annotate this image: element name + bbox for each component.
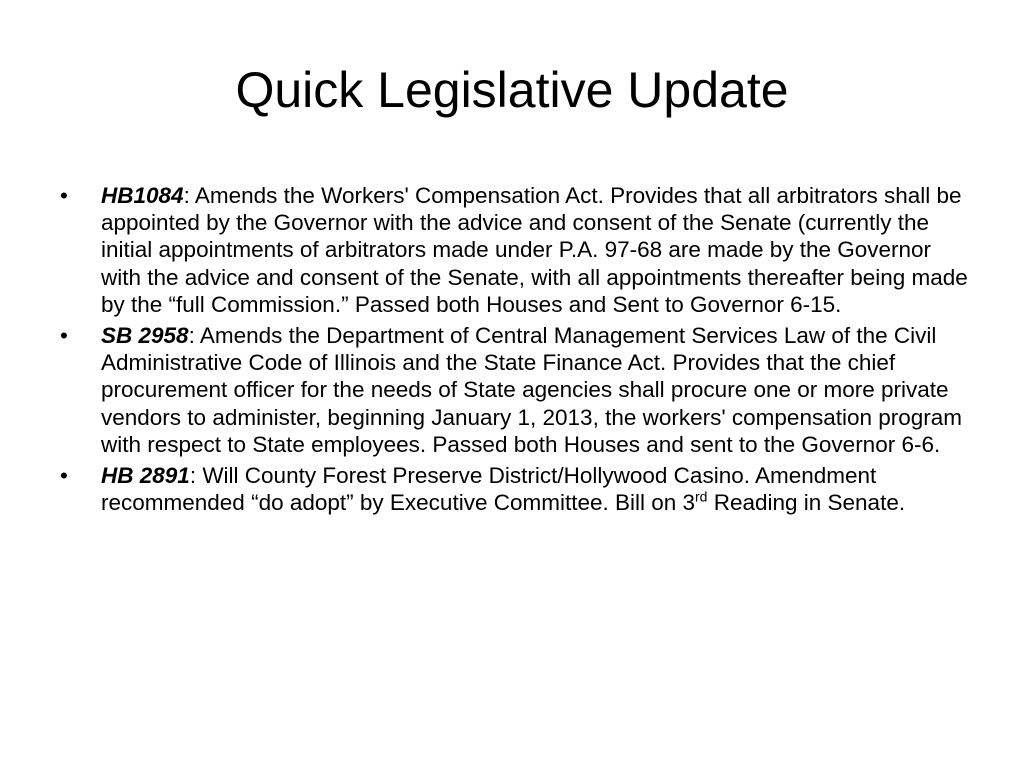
bill-description-end: Reading in Senate.	[707, 490, 906, 516]
ordinal-superscript: rd	[695, 488, 708, 505]
bill-id: HB 2891	[101, 463, 190, 489]
slide-title: Quick Legislative Update	[235, 62, 789, 118]
bullet-list	[60, 182, 975, 520]
bullet-item-hb2891	[60, 462, 975, 516]
bill-id: SB 2958	[101, 323, 189, 349]
bullet-dot-icon: •	[60, 463, 68, 489]
bullet-dot-icon: •	[60, 183, 68, 208]
bill-description: : Amends the Department of Central Management Services Law of the Civil Administrative Code of Illinois and the State Finance Act. Provides that the chief procurement officer for the needs of State agencies shall procure one or more private vendors to administer, beginning January 1, 2013, the workers' compensation program with respect to State employees. Passed both Houses and sent to the Governor 6-6.	[101, 323, 963, 457]
bill-id: HB1084	[101, 183, 184, 208]
bullet-item-hb1084	[60, 182, 975, 318]
bill-description: : Amends the Workers' Compensation Act. Provides that all arbitrators shall be appointed by the Governor with the advice and consent of the Senate (currently the initial appointments of arbitrators made under P.A. 97-68 are made by the Governor with the advice and consent of the Senate, with all appointments thereafter being made by the “full Commission.” Passed both Houses and Sent to Governor 6-15.	[101, 183, 968, 317]
bullet-dot-icon: •	[60, 323, 68, 349]
bill-description: : Will County Forest Preserve District/Hollywood Casino. Amendment recommended “do adopt” by Executive Committee. Bill on 3	[101, 463, 877, 516]
bullet-item-sb2958	[60, 322, 975, 458]
